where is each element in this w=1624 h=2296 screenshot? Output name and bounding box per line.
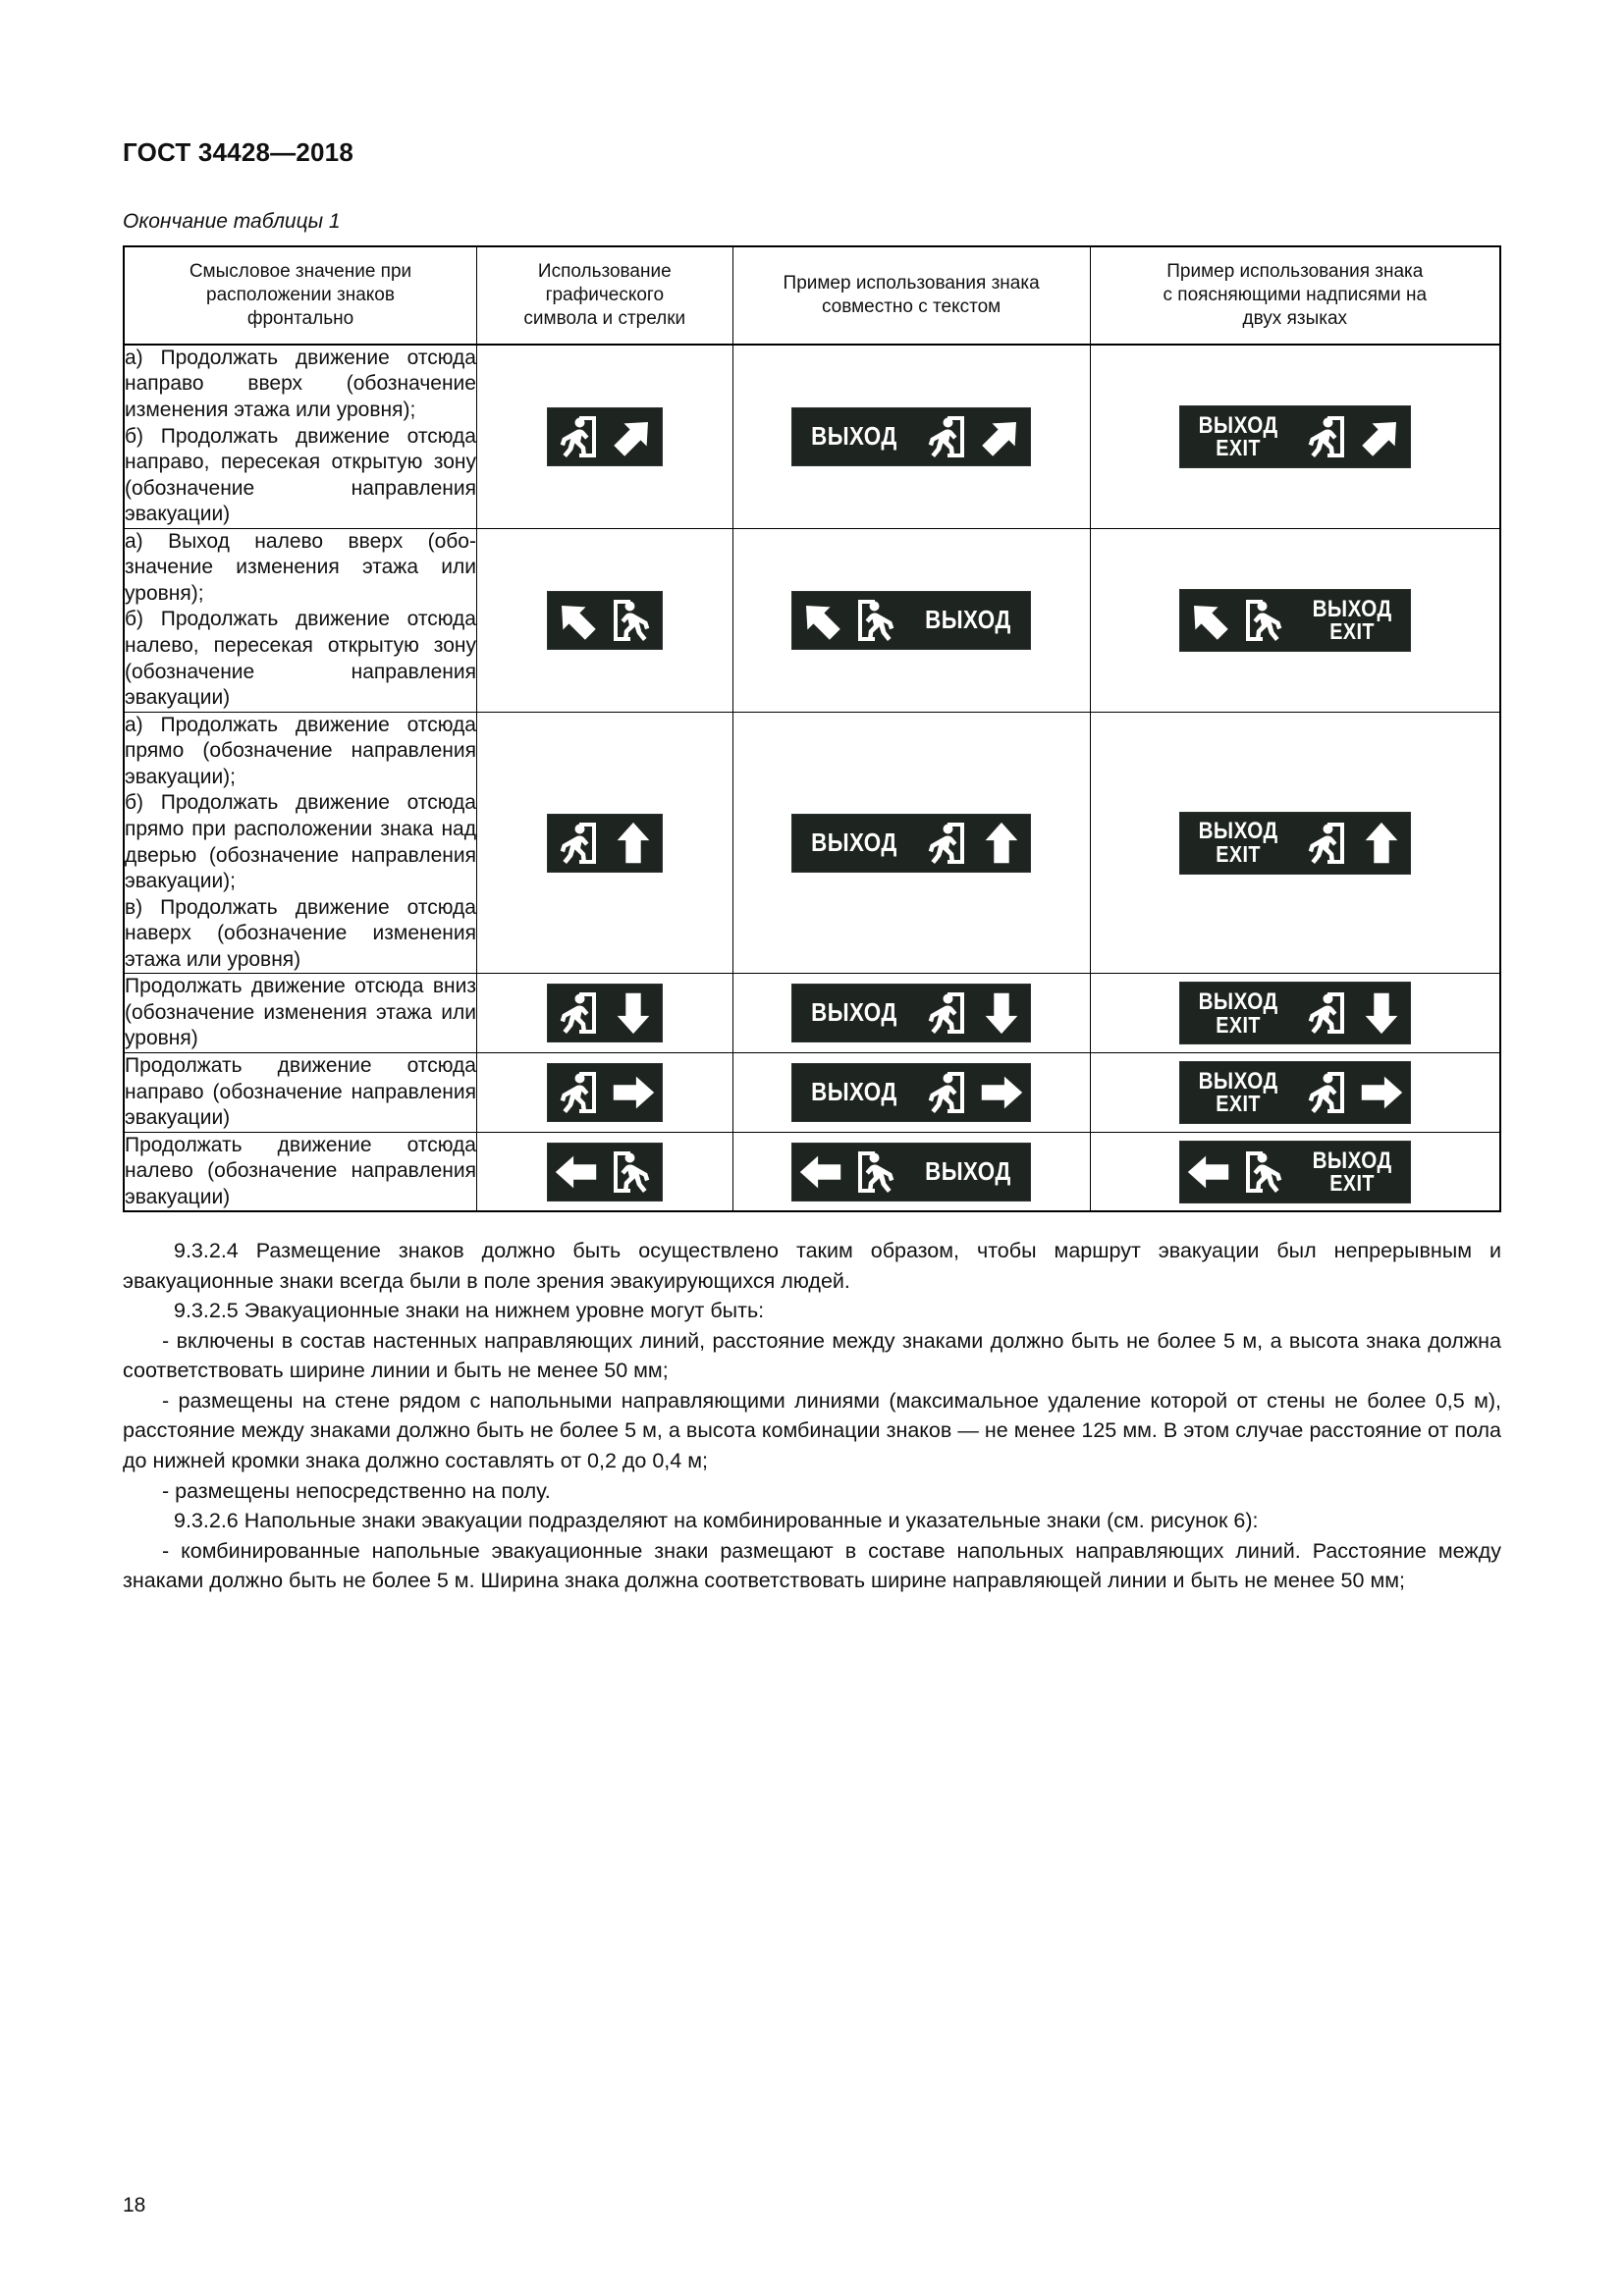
running-man-icon xyxy=(607,594,660,647)
cell-symbol-arrow xyxy=(476,528,732,712)
arrow-left-icon xyxy=(1183,1147,1234,1198)
evacuation-sign-bilingual xyxy=(1180,1142,1410,1202)
evacuation-sign-bilingual xyxy=(1180,983,1410,1043)
arrow-up-left-icon xyxy=(551,595,602,646)
sign-text xyxy=(1198,411,1278,461)
sign-text-block xyxy=(792,815,916,872)
evacuation-sign-bilingual xyxy=(1180,1062,1410,1123)
cell-symbol-arrow xyxy=(476,712,732,974)
header-line: фронтально xyxy=(246,307,354,329)
cell-meaning xyxy=(124,1132,476,1211)
evacuation-sign-plain xyxy=(548,815,662,872)
sign-pictogram xyxy=(1237,590,1294,651)
meaning-line: б) Продолжать движение отсюда направо, пересекая открытую зону (обозначение направления эвакуации) xyxy=(125,424,476,526)
sign-pictogram xyxy=(1296,983,1353,1043)
sign-text-block xyxy=(792,1064,916,1121)
cell-meaning xyxy=(124,974,476,1053)
running-man-icon xyxy=(1239,594,1292,647)
table-row xyxy=(124,1053,1500,1133)
sign-arrow xyxy=(973,408,1030,465)
sign-text-ru: ВЫХОД xyxy=(811,1077,897,1107)
cell-bilingual xyxy=(1090,974,1500,1053)
sign-pictogram xyxy=(605,1144,662,1201)
sign-text xyxy=(811,997,897,1028)
running-man-icon xyxy=(550,817,603,870)
meaning-line: а) Выход налево вверх (обозначение изменения этажа или уровня); xyxy=(125,529,476,605)
sign-arrow xyxy=(1353,1062,1410,1123)
sign-text-ru: ВЫХОД xyxy=(1198,411,1278,439)
sign-arrow xyxy=(605,408,662,465)
sign-text-ru: ВЫХОД xyxy=(1198,818,1278,845)
cell-meaning xyxy=(124,1053,476,1133)
arrow-right-icon xyxy=(608,1067,659,1118)
sign-text-ru: ВЫХОД xyxy=(1312,595,1392,622)
meaning-line: б) Продолжать движение отсюда прямо при расположении знака над дверью (обозначение направления эвакуации); xyxy=(125,791,476,893)
sign-text xyxy=(811,827,897,857)
sign-text xyxy=(1198,820,1277,865)
evacuation-sign-bilingual xyxy=(1180,406,1410,467)
running-man-icon xyxy=(918,410,971,463)
sign-arrow xyxy=(792,1144,849,1201)
table-row xyxy=(124,1132,1500,1211)
evacuation-sign-text xyxy=(792,592,1030,649)
running-man-icon xyxy=(918,987,971,1040)
sign-text-block xyxy=(1180,983,1296,1043)
header-line: с поясняющими надписями на xyxy=(1163,284,1428,305)
sign-text xyxy=(811,1077,897,1107)
header-line: Пример использования знака xyxy=(783,272,1040,294)
paragraph-9-3-2-6: 9.3.2.6 Напольные знаки эвакуации подразделяют на комбинированные и указательные знаки (см. рисунок 6): xyxy=(174,1509,1259,1533)
header-line: Смысловое значение при xyxy=(189,261,412,282)
sign-text-ru: ВЫХОД xyxy=(811,997,897,1028)
sign-arrow xyxy=(973,985,1030,1041)
running-man-icon xyxy=(607,1146,660,1199)
table-row xyxy=(124,712,1500,974)
sign-text-ru: ВЫХОД xyxy=(925,1155,1011,1186)
running-man-icon xyxy=(1298,1066,1351,1119)
column-header-with-text xyxy=(732,246,1090,345)
sign-arrow xyxy=(1180,1142,1237,1202)
table-caption: Окончание таблицы 1 xyxy=(123,210,341,233)
running-man-icon xyxy=(918,1066,971,1119)
sign-pictogram xyxy=(916,985,973,1041)
cell-bilingual xyxy=(1090,1053,1500,1133)
sign-arrow xyxy=(792,592,849,649)
sign-arrow xyxy=(1353,406,1410,467)
sign-text-block xyxy=(1180,813,1296,874)
sign-arrow xyxy=(605,985,662,1041)
sign-text-en: EXIT xyxy=(1215,1091,1261,1117)
sign-pictogram xyxy=(916,815,973,872)
sign-pictogram xyxy=(916,1064,973,1121)
page-number: 18 xyxy=(123,2194,146,2216)
cell-symbol-arrow xyxy=(476,974,732,1053)
header-line: двух языках xyxy=(1242,307,1348,329)
evacuation-sign-text xyxy=(792,815,1030,872)
arrow-right-icon xyxy=(976,1067,1027,1118)
sign-pictogram xyxy=(548,1064,605,1121)
sign-pictogram xyxy=(1237,1142,1294,1202)
sign-text-en: EXIT xyxy=(1215,1011,1261,1038)
signs-table xyxy=(123,245,1501,1212)
running-man-icon xyxy=(550,410,603,463)
sign-text-ru: ВЫХОД xyxy=(1312,1147,1392,1174)
header-line: Использование xyxy=(537,261,672,282)
sign-text xyxy=(1198,1067,1278,1117)
meaning-line: Продолжать движение отсюда направо (обозначение направления эвакуации) xyxy=(125,1054,476,1130)
sign-text xyxy=(1198,990,1277,1036)
running-man-icon xyxy=(851,1146,904,1199)
arrow-right-icon xyxy=(1356,1067,1407,1118)
sign-text-en: EXIT xyxy=(1215,435,1261,461)
header-line: графического xyxy=(545,284,665,305)
arrow-up-right-icon xyxy=(1356,411,1407,462)
sign-pictogram xyxy=(1296,1062,1353,1123)
cell-with-text xyxy=(732,974,1090,1053)
cell-symbol-arrow xyxy=(476,1132,732,1211)
meaning-line: в) Продолжать движение отсюда наверх (обозначение изменения этажа или уровня) xyxy=(125,895,476,971)
evacuation-sign-bilingual xyxy=(1180,813,1410,874)
running-man-icon xyxy=(1298,987,1351,1040)
evacuation-sign-plain xyxy=(548,408,662,465)
meaning-line: а) Продолжать движение отсюда направо вверх (обозначение изменения этажа или уровня); xyxy=(125,346,476,421)
sign-text-block xyxy=(1294,1142,1410,1202)
sign-arrow xyxy=(1353,813,1410,874)
bullet-9-3-2-5-2: - размещены на стене рядом с напольными направляющими линиями (максимальное удаление которой от стены не более 0,5 м), расстояние между знаками должно быть не более 5 м, а высота комбинации знаков — не менее 125 мм. В этом случае расстояние от пола до нижней кромки знака должно составлять от 0,2 до 0,4 м; xyxy=(123,1388,1501,1472)
sign-pictogram xyxy=(916,408,973,465)
sign-text xyxy=(925,604,1011,634)
arrow-up-right-icon xyxy=(976,411,1027,462)
header-line: символа и стрелки xyxy=(523,307,686,329)
cell-with-text xyxy=(732,528,1090,712)
arrow-up-left-icon xyxy=(1183,595,1234,646)
running-man-icon xyxy=(550,1066,603,1119)
table-body xyxy=(124,345,1500,1212)
meaning-line: Продолжать движение отсюда налево (обозначение направления эвакуации) xyxy=(125,1133,476,1208)
running-man-icon xyxy=(1298,817,1351,870)
sign-pictogram xyxy=(548,408,605,465)
evacuation-sign-bilingual xyxy=(1180,590,1410,651)
table-row xyxy=(124,528,1500,712)
sign-text-block xyxy=(906,592,1030,649)
sign-arrow xyxy=(605,815,662,872)
arrow-up-icon xyxy=(1356,818,1407,869)
sign-text-block xyxy=(1180,406,1296,467)
sign-pictogram xyxy=(849,592,906,649)
sign-text xyxy=(925,1155,1011,1186)
sign-arrow xyxy=(1353,983,1410,1043)
header-line: расположении знаков xyxy=(206,284,395,305)
sign-arrow xyxy=(973,1064,1030,1121)
meaning-line: б) Продолжать движение отсюда налево, пересекая открытую зону (обозначение направления эвакуации) xyxy=(125,608,476,710)
evacuation-sign-plain xyxy=(548,1064,662,1121)
sign-text-block xyxy=(792,408,916,465)
page-header: ГОСТ 34428—2018 xyxy=(123,137,353,167)
body-text xyxy=(123,1236,1501,1595)
sign-text-block xyxy=(1180,1062,1296,1123)
running-man-icon xyxy=(1298,410,1351,463)
evacuation-sign-text xyxy=(792,1064,1030,1121)
cell-bilingual xyxy=(1090,1132,1500,1211)
running-man-icon xyxy=(1239,1146,1292,1199)
cell-with-text xyxy=(732,712,1090,974)
sign-text xyxy=(1312,595,1392,645)
sign-arrow xyxy=(548,592,605,649)
sign-pictogram xyxy=(605,592,662,649)
sign-arrow xyxy=(973,815,1030,872)
sign-text-block xyxy=(792,985,916,1041)
running-man-icon xyxy=(851,594,904,647)
sign-text xyxy=(1312,1149,1391,1195)
cell-bilingual xyxy=(1090,528,1500,712)
cell-meaning xyxy=(124,712,476,974)
arrow-left-icon xyxy=(551,1147,602,1198)
arrow-down-icon xyxy=(608,988,659,1039)
sign-pictogram xyxy=(548,985,605,1041)
sign-text-en: EXIT xyxy=(1328,1170,1375,1197)
running-man-icon xyxy=(918,817,971,870)
cell-meaning xyxy=(124,345,476,528)
column-header-bilingual xyxy=(1090,246,1500,345)
bullet-9-3-2-5-1: - включены в состав настенных направляющих линий, расстояние между знаками должно быть не более 5 м, а высота знака должна соответствовать ширине линии и быть не менее 50 мм; xyxy=(123,1328,1501,1383)
evacuation-sign-plain xyxy=(548,1144,662,1201)
arrow-down-icon xyxy=(976,988,1027,1039)
meaning-line: а) Продолжать движение отсюда прямо (обозначение направления эвакуации); xyxy=(125,713,476,788)
arrow-up-icon xyxy=(976,818,1027,869)
paragraph-9-3-2-4: 9.3.2.4 Размещение знаков должно быть осуществлено таким образом, чтобы маршрут эвакуации был непрерывным и эвакуационные знаки всегда были в поле зрения эвакуирующихся людей. xyxy=(123,1239,1501,1293)
sign-text-block xyxy=(906,1144,1030,1201)
table-row xyxy=(124,345,1500,528)
header-line: совместно с текстом xyxy=(821,295,1001,317)
cell-with-text xyxy=(732,1053,1090,1133)
arrow-up-icon xyxy=(608,818,659,869)
cell-symbol-arrow xyxy=(476,345,732,528)
bullet-9-3-2-6-1: - комбинированные напольные эвакуационные знаки размещают в составе напольных направляющих линий. Расстояние между знаками должно быть не более 5 м. Ширина знака должна соответствовать ширине направляющей линии и быть не менее 50 мм; xyxy=(123,1538,1501,1593)
sign-pictogram xyxy=(1296,406,1353,467)
cell-with-text xyxy=(732,1132,1090,1211)
paragraph-9-3-2-5: 9.3.2.5 Эвакуационные знаки на нижнем уровне могут быть: xyxy=(174,1299,765,1323)
sign-text-ru: ВЫХОД xyxy=(1198,988,1278,1016)
arrow-up-left-icon xyxy=(795,595,846,646)
cell-bilingual xyxy=(1090,712,1500,974)
arrow-down-icon xyxy=(1356,988,1407,1039)
sign-text-en: EXIT xyxy=(1215,840,1261,867)
sign-text-block xyxy=(1294,590,1410,651)
sign-text xyxy=(811,421,897,452)
evacuation-sign-text xyxy=(792,1144,1030,1201)
sign-text-ru: ВЫХОД xyxy=(811,421,897,452)
cell-symbol-arrow xyxy=(476,1053,732,1133)
sign-pictogram xyxy=(1296,813,1353,874)
bullet-9-3-2-5-3: - размещены непосредственно на полу. xyxy=(162,1478,551,1503)
meaning-line: Продолжать движение отсюда вниз (обозначение изменения этажа или уровня) xyxy=(125,975,476,1050)
sign-arrow xyxy=(1180,590,1237,651)
evacuation-sign-plain xyxy=(548,985,662,1041)
header-line: Пример использования знака xyxy=(1166,261,1424,282)
column-header-symbol-arrow xyxy=(476,246,732,345)
cell-with-text xyxy=(732,345,1090,528)
evacuation-sign-text xyxy=(792,408,1030,465)
sign-text-ru: ВЫХОД xyxy=(1198,1067,1278,1095)
cell-meaning xyxy=(124,528,476,712)
running-man-icon xyxy=(550,987,603,1040)
arrow-up-right-icon xyxy=(608,411,659,462)
table-header-row xyxy=(124,246,1500,345)
sign-pictogram xyxy=(548,815,605,872)
cell-bilingual xyxy=(1090,345,1500,528)
sign-text-en: EXIT xyxy=(1328,618,1375,645)
column-header-meaning xyxy=(124,246,476,345)
evacuation-sign-text xyxy=(792,985,1030,1041)
evacuation-sign-plain xyxy=(548,592,662,649)
sign-text-ru: ВЫХОД xyxy=(811,827,897,857)
table-row xyxy=(124,974,1500,1053)
sign-pictogram xyxy=(849,1144,906,1201)
sign-arrow xyxy=(548,1144,605,1201)
sign-text-ru: ВЫХОД xyxy=(925,604,1011,634)
arrow-left-icon xyxy=(795,1147,846,1198)
sign-arrow xyxy=(605,1064,662,1121)
